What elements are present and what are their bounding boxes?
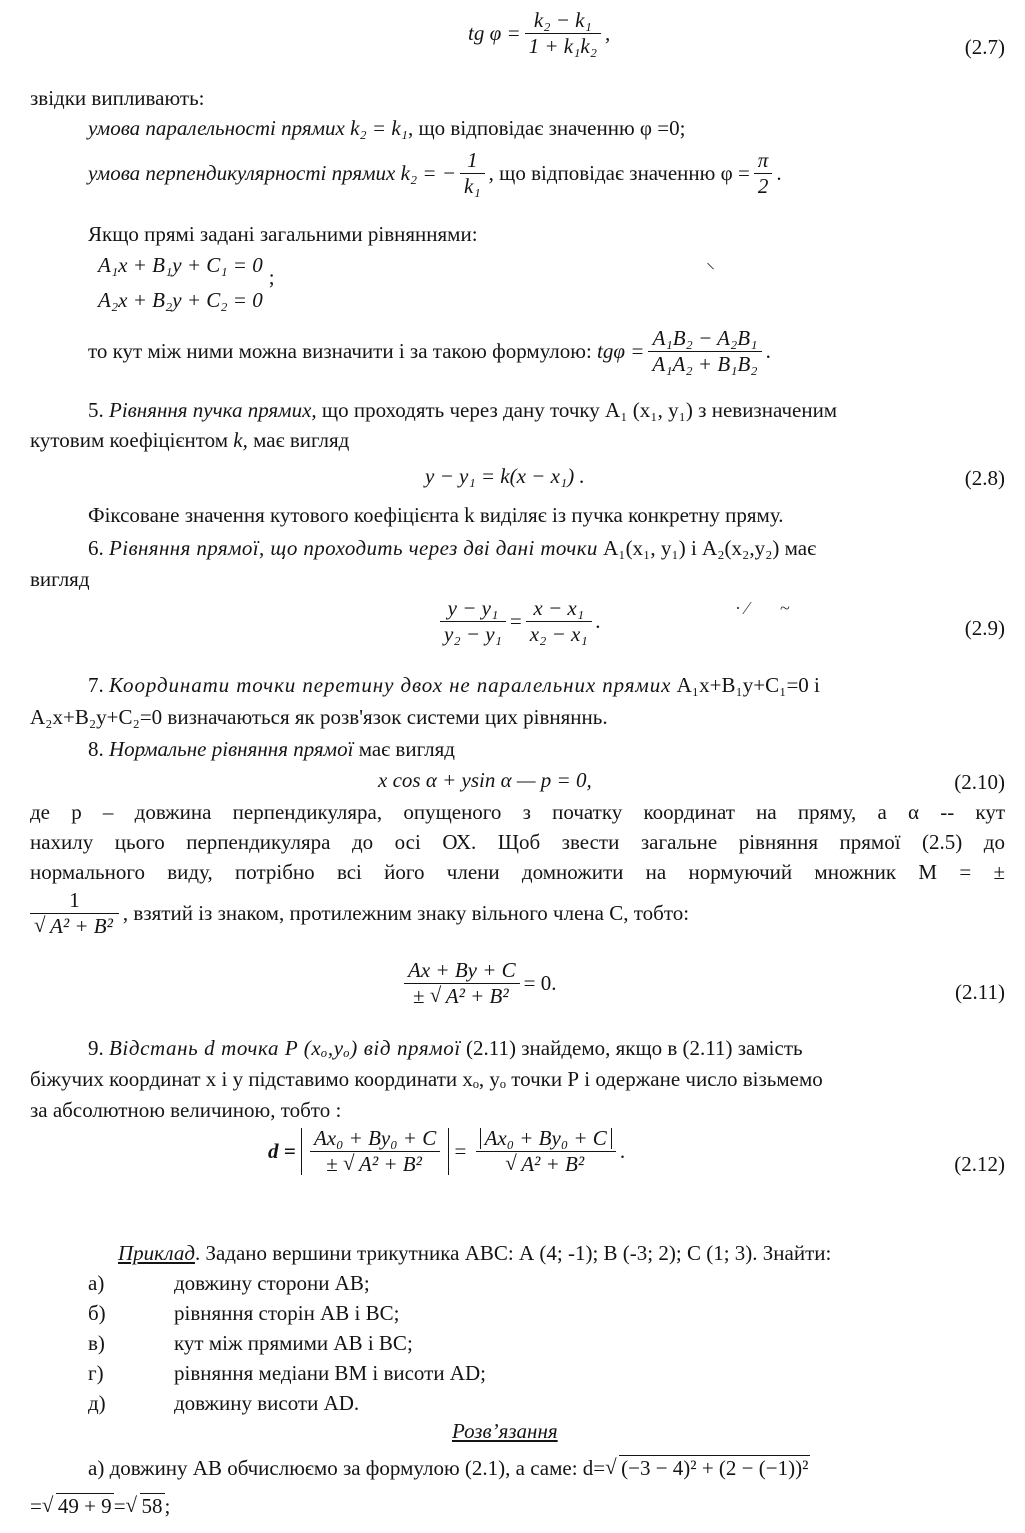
scan-mark: · ⁄ ~ (735, 598, 790, 618)
paragraph-general: Якщо прямі задані загальними рівняннями: (88, 222, 478, 246)
absolute-value (301, 1128, 449, 1175)
formula-2-7 (468, 10, 610, 57)
item-6-line-2: вигляд (30, 567, 90, 591)
scan-mark: ⸜ (706, 252, 715, 272)
square-root (42, 1496, 114, 1517)
list-text: довжину сторони АВ; (174, 1271, 370, 1295)
fraction (310, 1128, 440, 1175)
denominator: y₂ − y₁ (444, 622, 502, 646)
list-marker: г) (88, 1361, 104, 1385)
radicand: (−3 − 4)² + (2 − (−1))² (621, 1456, 809, 1480)
solution-text: а) довжину АВ обчислюємо за формулою (2.1), а саме: d= (88, 1456, 606, 1480)
k-symbol: k, (233, 428, 248, 452)
fraction (30, 890, 119, 937)
item-title: Координати точки перетину двох не паралельних прямих (109, 673, 672, 697)
solution-heading: Розв’язання (452, 1419, 558, 1443)
radicand: A² + B² (359, 1152, 422, 1176)
fraction-left (440, 598, 506, 645)
item-number: 6. (88, 536, 104, 560)
radicand: A² + B² (50, 914, 113, 938)
item-title: Відстань d точка P (xₒ,yₒ) від прямої (109, 1036, 461, 1060)
item-7-line-1 (88, 675, 820, 696)
item-9-line-1 (88, 1038, 803, 1059)
numerator: x − x₁ (526, 598, 592, 622)
equation-number: (2.7) (964, 35, 1005, 59)
numerator: k₂ − k₁ (525, 10, 601, 34)
formula-2-11 (400, 960, 557, 1007)
denominator: 1 + k₁k₂ (528, 34, 598, 58)
item-8-line-1 (88, 739, 455, 760)
denominator (310, 1152, 440, 1175)
paragraph-zvidky: звідки випливають: (30, 86, 205, 110)
example-line (118, 1243, 831, 1264)
numerator: 1 (460, 150, 485, 174)
item-number: 9. (88, 1036, 104, 1060)
list-item (88, 1273, 370, 1294)
item-6-line-1 (88, 538, 816, 559)
formula-lhs: tgφ = (597, 339, 645, 363)
fraction (460, 150, 485, 197)
system-eq-2: A₂x + B₂y + C₂ = 0 (98, 288, 263, 312)
paragraph-de-2: нахилу цього перпендикуляра до осі ОХ. Щоб звести загальне рівняння прямої (2.5) до (30, 830, 1005, 854)
item-number: 8. (88, 737, 104, 761)
parallel-condition (88, 118, 685, 139)
fraction-2 (476, 1128, 616, 1175)
equals: = (454, 1139, 467, 1163)
numerator: 1 (30, 890, 119, 914)
formula-2-12 (268, 1128, 625, 1175)
list-text: довжину висоти AD. (174, 1391, 360, 1415)
solution-a-line-1 (88, 1458, 810, 1479)
condition-rest: , що відповідає значенню φ = (488, 161, 750, 185)
formula-2-10: x cos α + ysin α — p = 0, (378, 768, 592, 792)
period: . (765, 339, 771, 363)
formula-2-9 (436, 598, 601, 645)
list-marker: а) (88, 1271, 105, 1295)
item-9-line-2: біжучих координат x і y підставимо координати xₒ, yₒ точки Р і одержане число візьмемо (30, 1067, 823, 1091)
radicand: A² + B² (521, 1152, 585, 1176)
item-7-line-2: A₂x+B₂y+C₂=0 визначаються як розв'язок системи цих рівняннь. (30, 705, 608, 729)
formula-lhs: d = (268, 1139, 296, 1163)
perpendicular-condition (88, 150, 782, 197)
list-text: рівняння сторін АВ і ВС; (174, 1301, 400, 1325)
item-text: має вигляд (358, 737, 455, 761)
paragraph-text: , взятий із знаком, протилежним знаку вільного члена С, тобто: (122, 901, 690, 925)
plus-minus: ± (326, 1152, 338, 1176)
paragraph-de-1: де р – довжина перпендикуляра, опущеного з початку координат на пряму, а α -- кут (30, 800, 1005, 824)
condition-formula: k₂ = − (400, 161, 457, 185)
condition-label: умова паралельності прямих (88, 116, 345, 140)
item-text: A₁(x₁, y₁) і A₂(x₂,y₂) має (603, 536, 817, 560)
item-text: має вигляд (253, 428, 350, 452)
radicand: 58 (141, 1494, 163, 1518)
formula-tail: , (605, 21, 611, 45)
numerator: Ax + By + C (404, 960, 520, 984)
list-marker: в) (88, 1331, 105, 1355)
abs-numerator: Ax₀ + By₀ + C (480, 1128, 612, 1149)
item-5-line-2 (30, 430, 349, 451)
solution-a-line-2 (30, 1496, 170, 1517)
equation-number: (2.12) (954, 1152, 1005, 1176)
period: . (619, 1139, 626, 1163)
angle-text: то кут між ними можна визначити і за такою формулою: (88, 339, 592, 363)
square-root (605, 1458, 810, 1479)
paragraph-de-3: нормального виду, потрібно всі його члени домножити на нормуючий множник М = ± (30, 860, 1005, 884)
formula-lhs: tg φ = (468, 21, 521, 45)
formula-rhs: = 0. (523, 971, 557, 995)
item-5-line-1 (88, 400, 837, 421)
list-marker: б) (88, 1301, 106, 1325)
item-text: кутовим коефіцієнтом (30, 428, 229, 452)
list-item (88, 1363, 486, 1384)
numerator (476, 1128, 616, 1152)
list-text: кут між прямими АВ і ВС; (174, 1331, 413, 1355)
condition-label: умова перпендикулярності прямих (88, 161, 396, 185)
fraction (404, 960, 520, 1007)
normalizing-factor-line (30, 890, 689, 937)
item-9-line-3: за абсолютною величиною, тобто : (30, 1098, 342, 1122)
item-number: 7. (88, 673, 104, 697)
example-text: . Задано вершини трикутника АВС: А (4; -1); В (-3; 2); С (1; 3). Знайти: (194, 1241, 832, 1265)
numerator: Ax₀ + By₀ + C (310, 1128, 440, 1152)
system-eq-1 (98, 253, 275, 289)
plus-minus: ± (412, 984, 425, 1008)
equation: A₁x + B₁y + C₁ = 0 (98, 253, 263, 277)
equals: = (30, 1494, 42, 1518)
denominator (476, 1152, 616, 1175)
item-text: (2.11) знайдемо, якщо в (2.11) замість (466, 1036, 803, 1060)
period: . (776, 161, 782, 185)
semicolon: ; (268, 265, 275, 289)
fraction (525, 10, 601, 57)
numerator: π (754, 150, 773, 174)
item-number: 5. (88, 398, 104, 422)
list-marker: д) (88, 1391, 106, 1415)
list-item (88, 1393, 359, 1414)
list-item (88, 1333, 413, 1354)
formula-2-8: y − y₁ = k(x − x₁) . (425, 464, 585, 488)
list-item (88, 1303, 399, 1324)
list-text: рівняння медіани ВМ і висоти AD; (174, 1361, 486, 1385)
item-title: Рівняння прямої, що проходить через дві дані точки (109, 536, 598, 560)
equation-number: (2.10) (954, 770, 1005, 794)
item-text: A₁x+B₁y+C₁=0 і (676, 673, 820, 697)
denominator (404, 984, 520, 1007)
radicand: A² + B² (445, 984, 509, 1008)
period: . (595, 609, 601, 633)
radicand: 49 + 9 (57, 1494, 112, 1518)
fraction (648, 328, 761, 375)
condition-rest: , що відповідає значенню φ =0; (407, 116, 686, 140)
denominator: 2 (757, 174, 769, 198)
numerator: A₁B₂ − A₂B₁ (648, 328, 761, 352)
denominator: k₁ (464, 174, 481, 198)
equation-number: (2.9) (964, 616, 1005, 640)
square-root (126, 1496, 165, 1517)
equation-number: (2.11) (955, 980, 1005, 1004)
paragraph-fixed: Фіксоване значення кутового коефіцієнта k виділяє із пучка конкретну пряму. (88, 503, 784, 527)
item-title: Рівняння пучка прямих, (109, 398, 317, 422)
equals: = (113, 1494, 126, 1518)
fraction-pi (754, 150, 773, 197)
angle-formula-line (88, 328, 771, 375)
item-text: що проходять через дану точку A₁ (x₁, y₁) з невизначеним (321, 398, 838, 422)
numerator: y − y₁ (440, 598, 506, 622)
equation-number: (2.8) (964, 466, 1005, 490)
example-label: Приклад (118, 1241, 195, 1265)
denominator: x₂ − x₁ (529, 622, 588, 646)
condition-formula: k₂ = k₁ (350, 116, 408, 140)
equals: = (509, 609, 522, 633)
item-title: Нормальне рівняння прямої (109, 737, 354, 761)
fraction-right (526, 598, 592, 645)
denominator: A₁A₂ + B₁B₂ (652, 352, 758, 376)
denominator (30, 914, 119, 937)
semicolon: ; (164, 1494, 171, 1518)
